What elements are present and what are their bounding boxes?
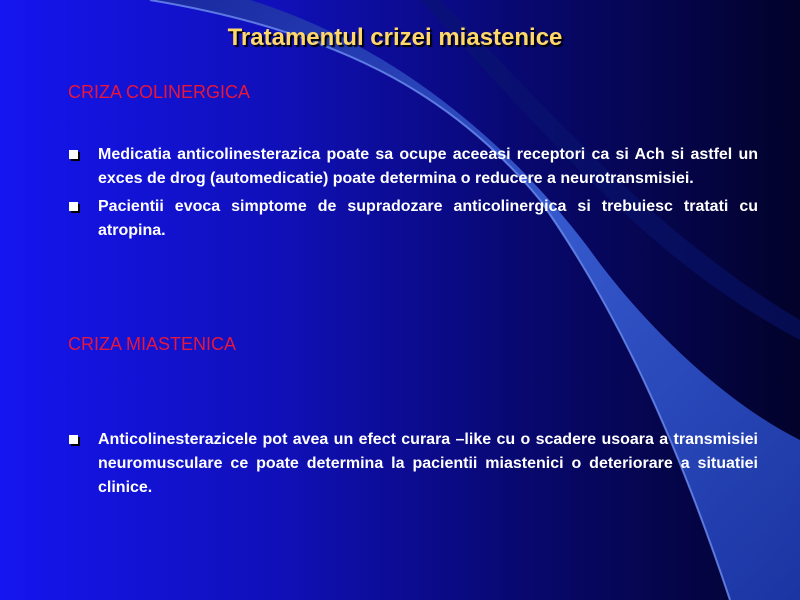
section-heading-miastenica: CRIZA MIASTENICA — [68, 334, 237, 354]
square-bullet-icon — [69, 150, 78, 159]
bullet-text: Medicatia anticolinesterazica poate sa ocupe aceeasi receptori ca si Ach si astfel un exces de drog (automedicatie) poate determina o reducere a neurotransmisiei. — [98, 146, 758, 187]
bullet-list-colinergica — [68, 143, 758, 247]
bullet-item — [68, 195, 758, 243]
bullet-text: Anticolinesterazicele pot avea un efect curara –like cu o scadere usoara a transmisiei neuromusculare ce poate determina la pacientii miastenici o deteriorare a situatiei clinice. — [98, 431, 758, 496]
square-bullet-icon — [69, 202, 78, 211]
bullet-list-miastenica — [68, 428, 758, 504]
section-heading-colinergica: CRIZA COLINERGICA — [68, 82, 251, 102]
slide-title: Tratamentul crizei miastenice — [227, 24, 563, 51]
bullet-text: Pacientii evoca simptome de supradozare anticolinergica si trebuiesc tratati cu atropina. — [98, 198, 758, 239]
bullet-item — [68, 143, 758, 191]
square-bullet-icon — [69, 435, 78, 444]
bullet-item — [68, 428, 758, 500]
